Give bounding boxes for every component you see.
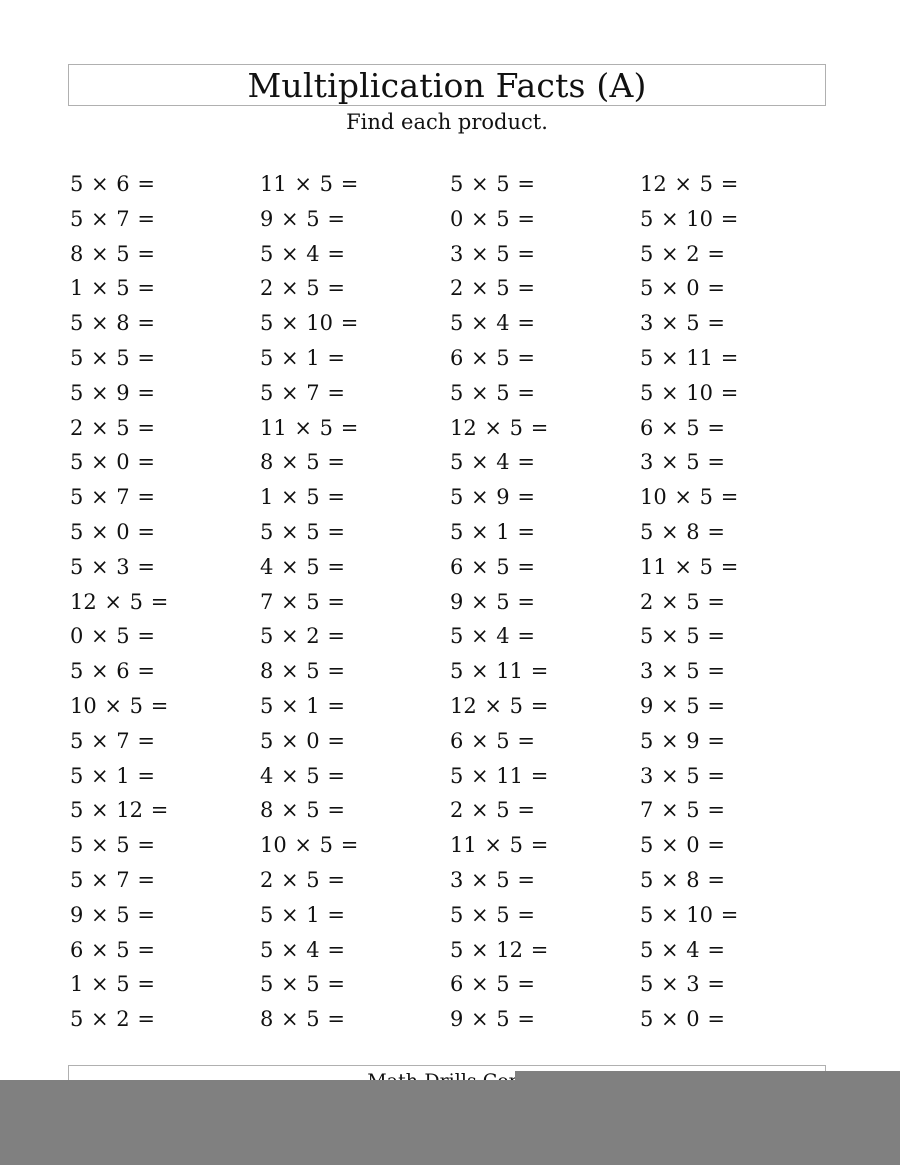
problem: 8 × 5 = — [260, 450, 345, 475]
problem: 5 × 5 = — [70, 345, 155, 370]
problem: 5 × 1 = — [70, 763, 155, 788]
title-box — [68, 64, 826, 106]
problem: 12 × 5 = — [450, 415, 549, 440]
problem: 3 × 5 = — [450, 867, 535, 892]
problem: 5 × 5 = — [640, 624, 725, 649]
problem: 5 × 5 = — [450, 172, 535, 196]
problem: 5 × 0 = — [640, 833, 725, 858]
problem: 11 × 5 = — [260, 172, 359, 196]
problem: 8 × 5 = — [260, 1007, 345, 1032]
problem: 12 × 5 = — [70, 589, 169, 614]
problem: 3 × 5 = — [640, 763, 725, 788]
problem: 8 × 5 = — [70, 241, 155, 266]
problem: 9 × 5 = — [450, 589, 535, 614]
problem: 5 × 11 = — [450, 763, 549, 788]
problem: 5 × 6 = — [70, 172, 155, 196]
problem: 8 × 5 = — [260, 659, 345, 684]
problem: 10 × 5 = — [70, 693, 169, 718]
problem: 5 × 7 = — [260, 380, 345, 405]
gray-overlay — [0, 1080, 900, 1165]
problem: 2 × 5 = — [450, 798, 535, 823]
problem: 5 × 3 = — [640, 972, 725, 997]
problem: 3 × 5 = — [640, 311, 725, 336]
problem: 6 × 5 = — [450, 554, 535, 579]
problem: 9 × 5 = — [70, 902, 155, 927]
problem: 5 × 8 = — [640, 867, 725, 892]
problem: 5 × 10 = — [640, 380, 739, 405]
problem: 5 × 1 = — [260, 345, 345, 370]
problem: 5 × 4 = — [450, 624, 535, 649]
problem: 7 × 5 = — [260, 589, 345, 614]
problem: 6 × 5 = — [450, 345, 535, 370]
problem: 4 × 5 = — [260, 554, 345, 579]
problem: 5 × 4 = — [260, 241, 345, 266]
problem: 11 × 5 = — [640, 554, 739, 579]
problem: 5 × 4 = — [260, 937, 345, 962]
problem: 5 × 7 = — [70, 206, 155, 231]
problem: 2 × 5 = — [450, 276, 535, 301]
problem: 5 × 7 = — [70, 867, 155, 892]
problem: 5 × 8 = — [640, 519, 725, 544]
problem: 9 × 5 = — [450, 1007, 535, 1032]
problem: 5 × 0 = — [70, 519, 155, 544]
problem: 0 × 5 = — [70, 624, 155, 649]
problem: 5 × 9 = — [640, 728, 725, 753]
problem: 5 × 9 = — [450, 485, 535, 510]
problem: 12 × 5 = — [640, 172, 739, 196]
problem: 5 × 10 = — [640, 206, 739, 231]
problem: 5 × 2 = — [260, 624, 345, 649]
problem: 3 × 5 = — [640, 450, 725, 475]
problem: 10 × 5 = — [640, 485, 739, 510]
problem-grid — [70, 167, 830, 1037]
problem: 2 × 5 = — [640, 589, 725, 614]
problem: 5 × 0 = — [640, 1007, 725, 1032]
problem: 0 × 5 = — [450, 206, 535, 231]
problem: 5 × 10 = — [260, 311, 359, 336]
problem: 9 × 5 = — [640, 693, 725, 718]
problem: 4 × 5 = — [260, 763, 345, 788]
problem: 5 × 7 = — [70, 728, 155, 753]
problem: 2 × 5 = — [260, 276, 345, 301]
problem: 5 × 11 = — [450, 659, 549, 684]
problem: 5 × 9 = — [70, 380, 155, 405]
problem: 5 × 0 = — [640, 276, 725, 301]
problem: 3 × 5 = — [640, 659, 725, 684]
problem: 1 × 5 = — [70, 276, 155, 301]
problem: 5 × 12 = — [70, 798, 169, 823]
problem: 9 × 5 = — [260, 206, 345, 231]
problem: 5 × 2 = — [70, 1007, 155, 1032]
problem: 5 × 8 = — [70, 311, 155, 336]
problem: 12 × 5 = — [450, 693, 549, 718]
problem: 5 × 1 = — [450, 519, 535, 544]
problem: 5 × 5 = — [260, 972, 345, 997]
problem: 5 × 12 = — [450, 937, 549, 962]
problem: 8 × 5 = — [260, 798, 345, 823]
problem: 5 × 1 = — [260, 693, 345, 718]
problem: 5 × 4 = — [640, 937, 725, 962]
problem: 11 × 5 = — [450, 833, 549, 858]
problem: 5 × 6 = — [70, 659, 155, 684]
problem: 1 × 5 = — [70, 972, 155, 997]
problem: 1 × 5 = — [260, 485, 345, 510]
problem: 5 × 3 = — [70, 554, 155, 579]
problem: 6 × 5 = — [450, 972, 535, 997]
problem: 5 × 0 = — [260, 728, 345, 753]
problem: 5 × 0 = — [70, 450, 155, 475]
problem: 2 × 5 = — [70, 415, 155, 440]
problem: 2 × 5 = — [260, 867, 345, 892]
problem: 5 × 5 = — [260, 519, 345, 544]
problem: 5 × 5 = — [450, 902, 535, 927]
problem: 5 × 2 = — [640, 241, 725, 266]
problem: 7 × 5 = — [640, 798, 725, 823]
problem: 6 × 5 = — [70, 937, 155, 962]
problem: 5 × 5 = — [70, 833, 155, 858]
problem: 5 × 5 = — [450, 380, 535, 405]
problem: 3 × 5 = — [450, 241, 535, 266]
problem: 11 × 5 = — [260, 415, 359, 440]
problem: 5 × 1 = — [260, 902, 345, 927]
problem: 6 × 5 = — [640, 415, 725, 440]
worksheet-instructions: Find each product. — [346, 110, 548, 134]
problem: 5 × 7 = — [70, 485, 155, 510]
problem: 5 × 4 = — [450, 311, 535, 336]
problem: 5 × 11 = — [640, 345, 739, 370]
worksheet-title: Multiplication Facts (A) — [247, 65, 647, 105]
problem: 6 × 5 = — [450, 728, 535, 753]
problem: 10 × 5 = — [260, 833, 359, 858]
problem: 5 × 4 = — [450, 450, 535, 475]
problem: 5 × 10 = — [640, 902, 739, 927]
